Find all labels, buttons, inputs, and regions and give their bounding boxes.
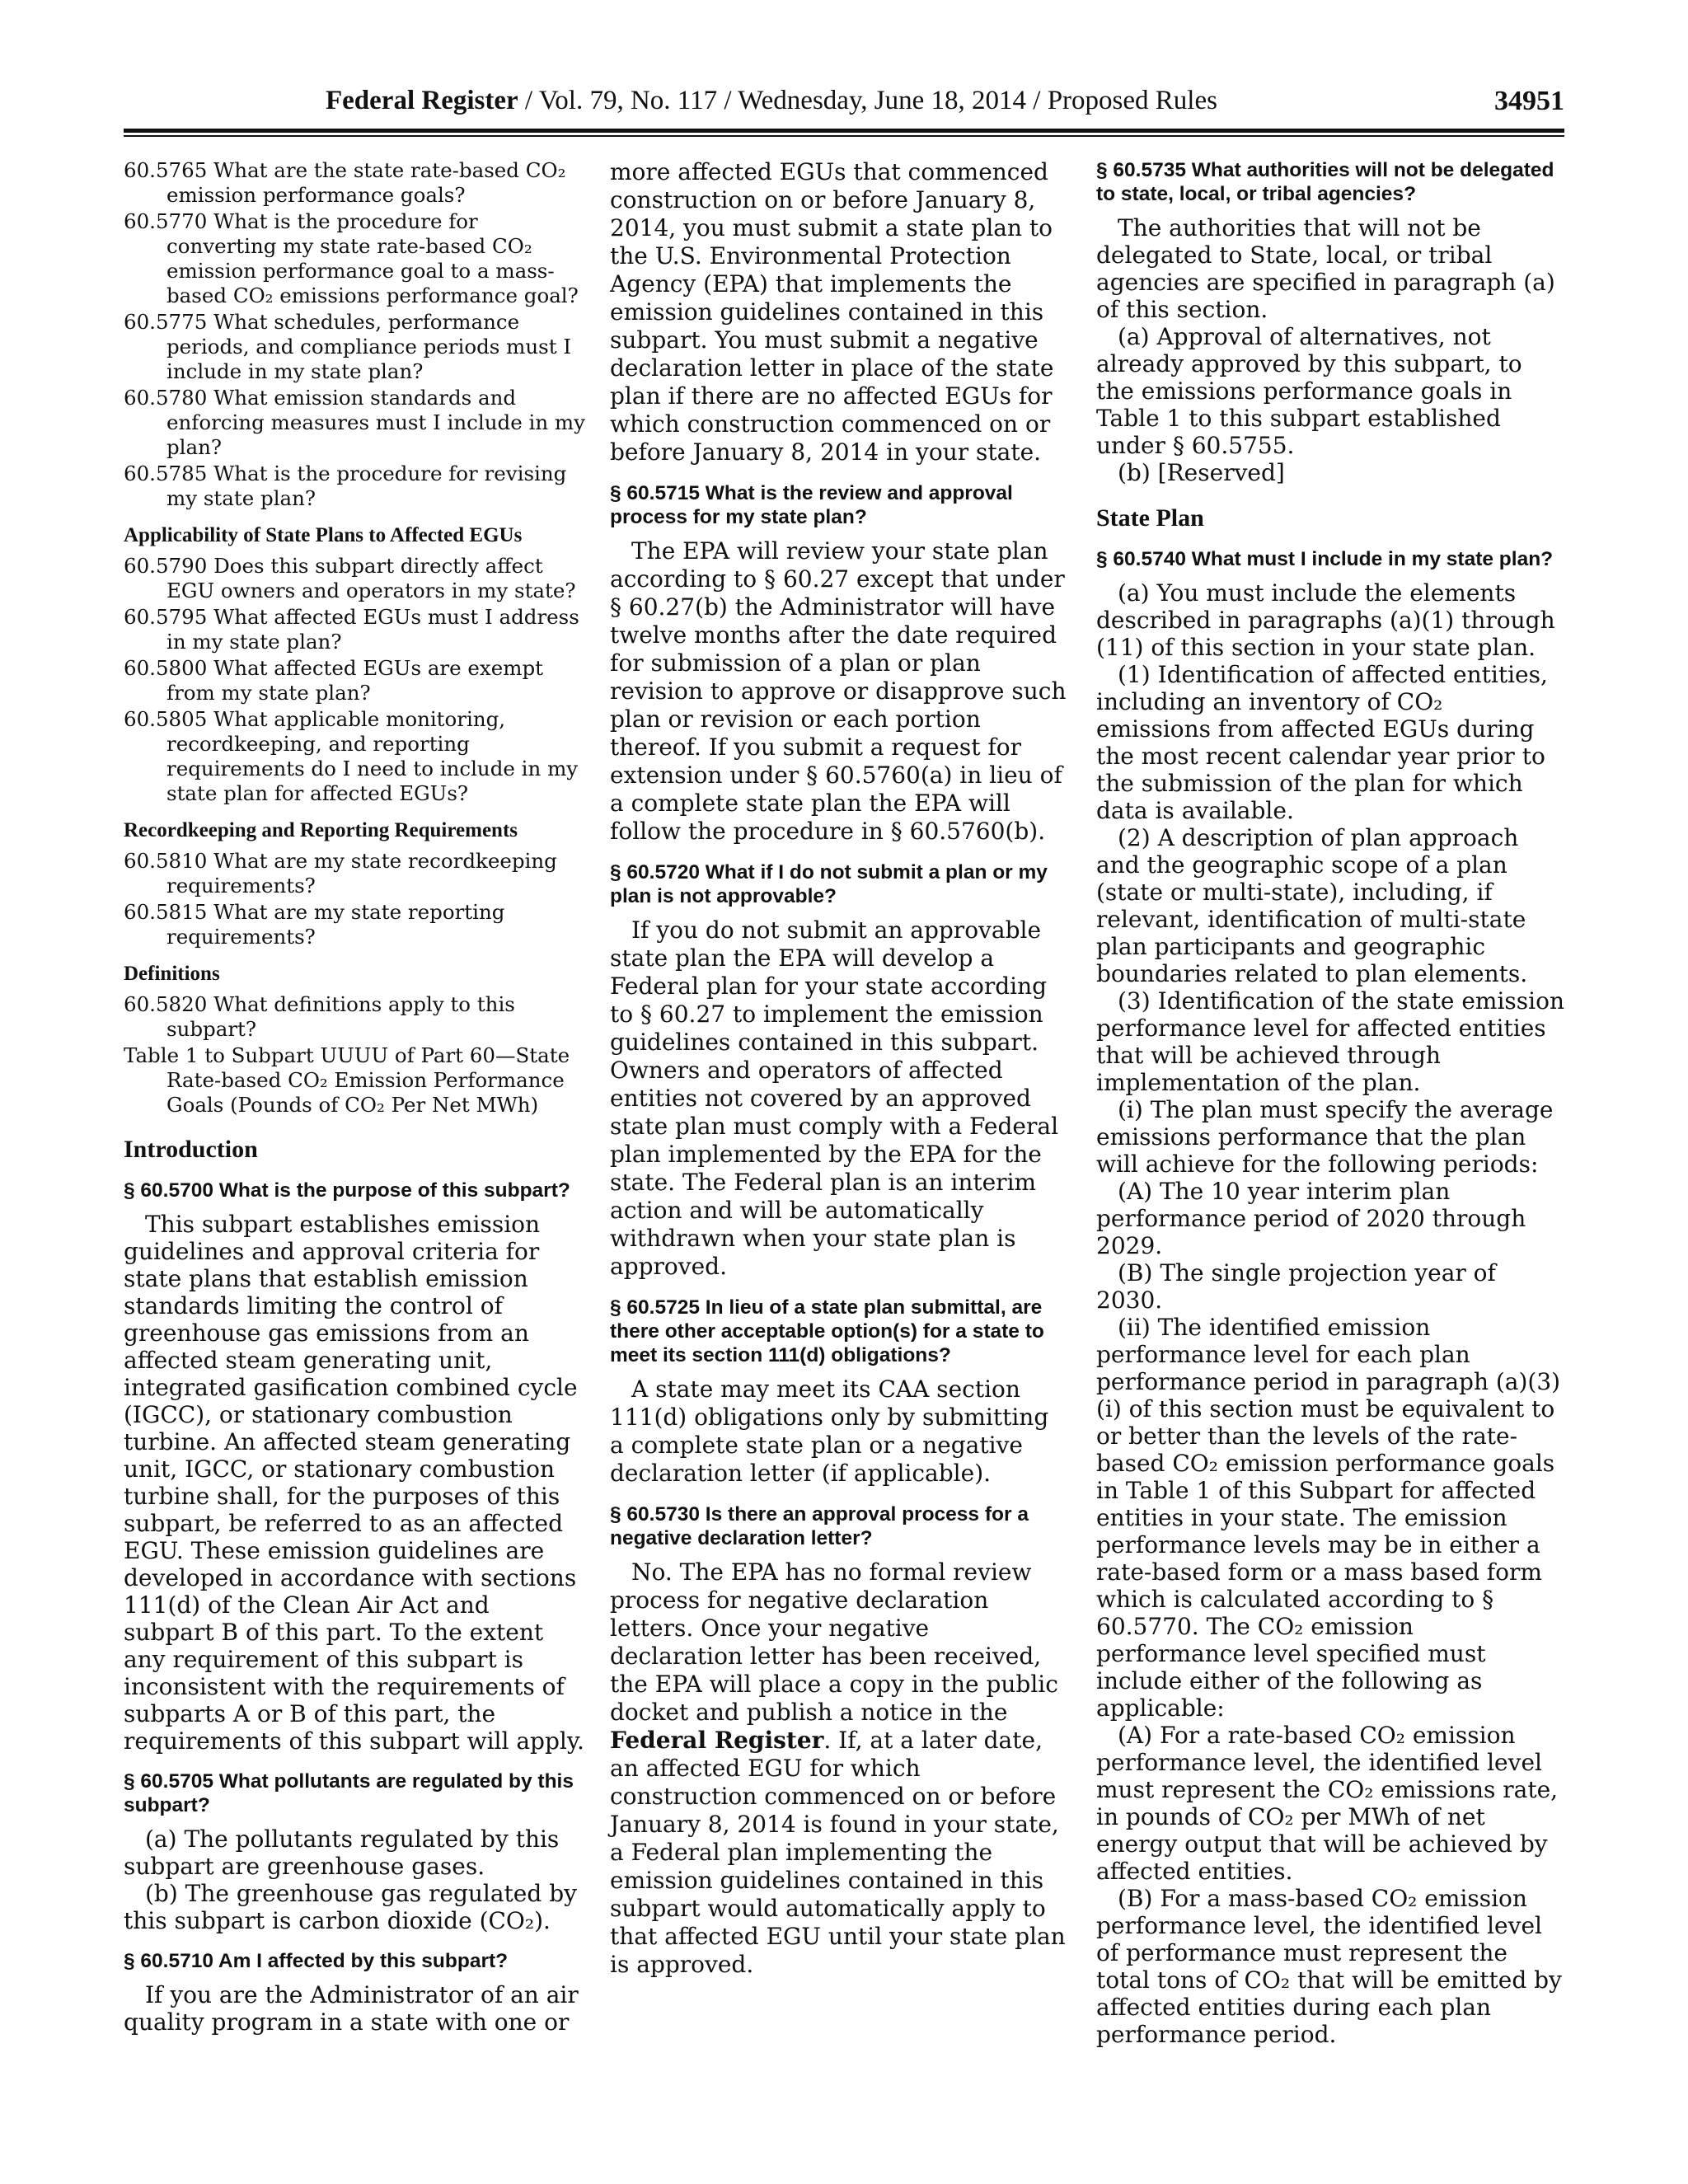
toc-group-3 [124,849,585,949]
toc-group-2 [124,554,585,806]
issue-info: / Vol. 79, No. 117 / Wednesday, June 18, 2014 / Proposed Rules [518,86,1217,115]
paragraph-a-2: (2) A description of plan approach and the geographic scope of a plan (state or multi-state), including, if relevant, identification of multi-state plan participants and geographic boundaries related to plan elements. [1096,824,1528,987]
page-number: 34951 [1494,86,1564,116]
toc-group-1 [124,158,585,511]
section-60-5705-heading: § 60.5705 What pollutants are regulated by this subpart? [124,1770,574,1816]
toc-entry: 60.5765 What are the state rate-based CO₂ emission performance goals? [124,158,566,207]
journal-name: Federal Register [326,86,518,115]
section-60-5720-text: If you do not submit an approvable state plan the EPA will develop a Federal plan for your state according to § 60.27 to implement the emission guidelines contained in this subpart. Owners and operators of affected entities not covered by an approved state plan must comply with a Federal plan implemented by the EPA for the state. The Federal plan is an interim action and will be automatically withdrawn when your state plan is approved. [610,916,1059,1280]
toc-entry: Table 1 to Subpart UUUU of Part 60—State Rate-based CO₂ Emission Performance Goals (Pounds of CO₂ Per Net MWh) [124,1043,570,1117]
section-60-5710-continued: more affected EGUs that commenced construction on or before January 8, 2014, you must submit a state plan to the U.S. Environmental Protection Agency (EPA) that implements the emission guidelines contained in this subpart. You must submit a negative declaration letter in place of the state plan if there are no affected EGUs for which construction commenced on or before January 8, 2014 in your state. [610,158,1054,466]
running-header [124,86,1564,132]
paragraph-a-3-i-A: (A) The 10 year interim plan performance period of 2020 through 2029. [1096,1178,1526,1259]
paragraph-a: (a) Approval of alternatives, not already approved by this subpart, to the emissions performance goals in Table 1 to this subpart established under § 60.5755. [1096,323,1522,459]
paragraph-a-3-ii-B: (B) For a mass-based CO₂ emission performance level, the identified level of performance must represent the total tons of CO₂ that will be emitted by affected entities during each plan performance period. [1096,1885,1562,2048]
paragraph-a-3-i: (i) The plan must specify the average emissions performance that the plan will achieve for the following periods: [1096,1096,1554,1178]
paragraph-b: (b) The greenhouse gas regulated by this subpart is carbon dioxide (CO₂). [124,1880,577,1934]
toc-group-4 [124,992,585,1118]
toc-entry: 60.5800 What affected EGUs are exempt from my state plan? [124,656,543,705]
toc-heading: Definitions [124,963,220,985]
column-1 [124,158,585,2036]
toc-heading: Recordkeeping and Reporting Requirements [124,819,518,841]
toc-entry: 60.5820 What definitions apply to this subpart? [124,992,515,1041]
section-60-5700-heading: § 60.5700 What is the purpose of this subpart? [124,1179,570,1202]
toc-entry: 60.5805 What applicable monitoring, recordkeeping, and reporting requirements do I need to include in my state plan for affected EGUs? [124,707,579,805]
column-3 [1096,158,1564,2048]
toc-entry: 60.5775 What schedules, performance periods, and compliance periods must I include in my state plan? [124,310,572,383]
toc-heading: Applicability of State Plans to Affected EGUs [124,524,523,546]
section-60-5715-heading: § 60.5715 What is the review and approval process for my state plan? [610,482,1013,528]
section-60-5740-heading: § 60.5740 What must I include in my state plan? [1096,548,1554,570]
paragraph-a-3-ii: (ii) The identified emission performance level for each plan performance period in paragraph (a)(3)(i) of this section must be equivalent to or better than the levels of the rate-based CO₂ emission performance goals in Table 1 of this Subpart for affected entities in your state. The emission performance levels may be in either a rate-based form or a mass based form which is calculated according to § 60.5770. The CO₂ emission performance level specified must include either of the following as applicable: [1096,1314,1561,1722]
paragraph-a-1: (1) Identification of affected entities, including an inventory of CO₂ emissions from affected EGUs during the most recent calendar year prior to the submission of the plan for which data is available. [1096,661,1548,824]
toc-entry: 60.5785 What is the procedure for revising my state plan? [124,462,567,510]
paragraph-a: (a) You must include the elements described in paragraphs (a)(1) through (11) of this section in your state plan. [1096,579,1555,661]
header-rule-thin [124,135,1564,137]
section-60-5730-heading: § 60.5730 Is there an approval process for a negative declaration letter? [610,1503,1029,1549]
header-citation [326,86,1217,116]
section-60-5735-heading: § 60.5735 What authorities will not be delegated to state, local, or tribal agencies? [1096,159,1554,205]
toc-entry: 60.5795 What affected EGUs must I address in my state plan? [124,605,579,654]
text-run: . If, at a later date, an affected EGU for which construction commenced on or before January 8, 2014 is found in your state, a Federal plan implementing the emission guidelines contained in this subpart would automatically apply to that affected EGU until your state plan is approved. [610,1727,1066,1978]
toc-entry: 60.5810 What are my state recordkeeping requirements? [124,849,557,898]
section-60-5710-text: If you are the Administrator of an air quality program in a state with one or [124,1981,579,2036]
paragraph-a-3-i-B: (B) The single projection year of 2030. [1096,1259,1496,1314]
section-60-5710-heading: § 60.5710 Am I affected by this subpart? [124,1950,509,1972]
section-heading-state-plan: State Plan [1096,504,1204,532]
toc-entry: 60.5770 What is the procedure for converting my state rate-based CO₂ emission performance goal to a mass-based CO₂ emissions performance goal? [124,209,579,307]
journal-reference: Federal Register [610,1727,824,1754]
section-60-5715-text: The EPA will review your state plan according to § 60.27 except that under § 60.27(b) the Administrator will have twelve months after the date required for submission of a plan or plan revision to approve or disapprove such plan or revision or each portion thereof. If you submit a request for extension under § 60.5760(a) in lieu of a complete state plan the EPA will follow the procedure in § 60.5760(b). [610,537,1067,845]
text-run: No. The EPA has no formal review process for negative declaration letters. Once your negative declaration letter has been received, the EPA will place a copy in the public docket and publish a notice in the [610,1558,1058,1726]
section-60-5700-text: This subpart establishes emission guidelines and approval criteria for state plans that establish emission standards limiting the control of greenhouse gas emissions from an affected steam generating unit, integrated gasification combined cycle (IGCC), or stationary combustion turbine. An affected steam generating unit, IGCC, or stationary combustion turbine shall, for the purposes of this subpart, be referred to as an affected EGU. These emission guidelines are developed in accordance with sections 111(d) of the Clean Air Act and subpart B of this part. To the extent any requirement of this subpart is inconsistent with the requirements of subparts A or B of this part, the requirements of this subpart will apply. [124,1211,584,1755]
section-60-5730-text [610,1558,1067,1979]
section-heading-introduction: Introduction [124,1136,258,1163]
paragraph-b: (b) [Reserved] [1118,459,1285,486]
toc-entry: 60.5790 Does this subpart directly affect EGU owners and operators in my state? [124,554,576,602]
section-60-5735-text: The authorities that will not be delegated to State, local, or tribal agencies are specified in paragraph (a) of this section. [1096,214,1555,323]
section-60-5720-heading: § 60.5720 What if I do not submit a plan or my plan is not approvable? [610,861,1048,907]
section-60-5725-text: A state may meet its CAA section 111(d) obligations only by submitting a complete state plan or a negative declaration letter (if applicable). [610,1376,1049,1487]
toc-entry: 60.5815 What are my state reporting requirements? [124,900,505,949]
section-60-5725-heading: § 60.5725 In lieu of a state plan submittal, are there other acceptable option(s) for a state to meet its section 111(d) obligations? [610,1296,1044,1366]
header-rule-thick [124,129,1564,133]
paragraph-a: (a) The pollutants regulated by this subpart are greenhouse gases. [124,1825,560,1880]
paragraph-a-3: (3) Identification of the state emission performance level for affected entities that will be achieved through implementation of the plan. [1096,987,1564,1096]
column-2 [610,158,1067,1979]
paragraph-a-3-ii-A: (A) For a rate-based CO₂ emission performance level, the identified level must represent the CO₂ emissions rate, in pounds of CO₂ per MWh of net energy output that will be achieved by affected entities. [1096,1722,1559,1885]
toc-entry: 60.5780 What emission standards and enforcing measures must I include in my plan? [124,386,585,459]
